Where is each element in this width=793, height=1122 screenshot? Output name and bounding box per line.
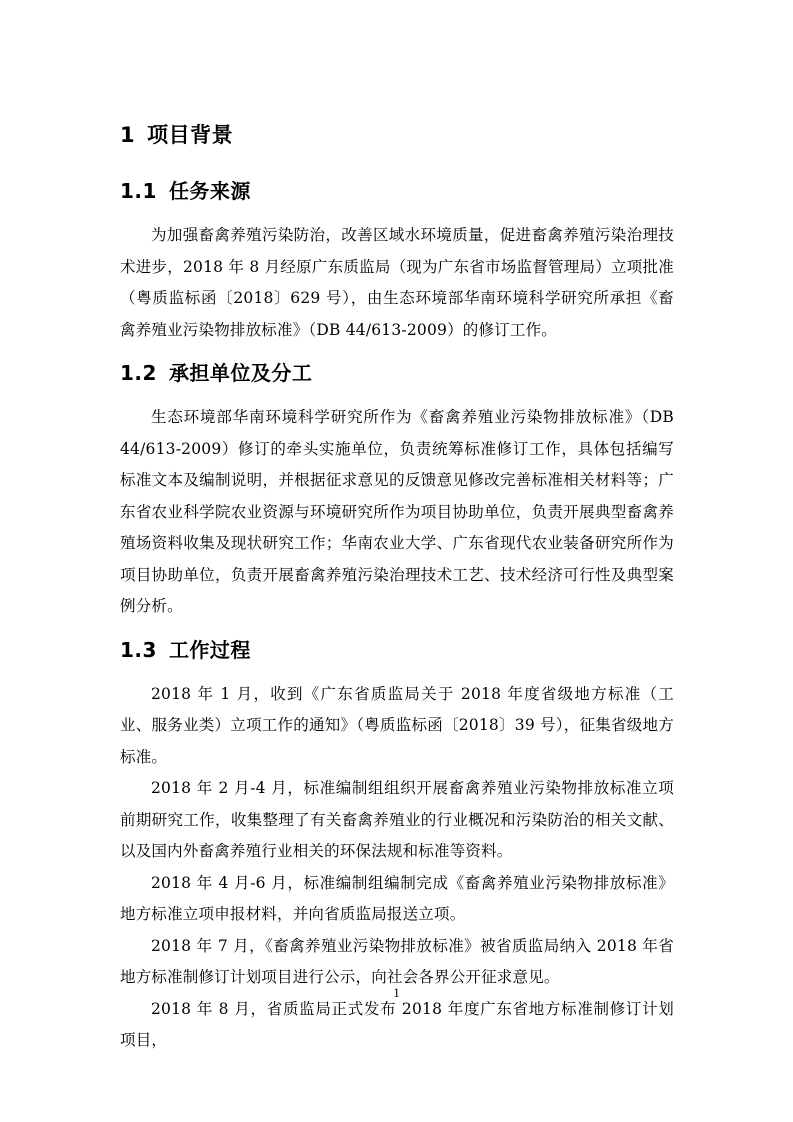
chapter-title: 项目背景 bbox=[147, 123, 234, 147]
chapter-number: 1 bbox=[120, 123, 136, 147]
section-heading bbox=[120, 633, 674, 667]
paragraph: 生态环境部华南环境科学研究所作为《畜禽养殖业污染物排放标准》（DB 44/613-2009）修订的牵头实施单位，负责统筹标准修订工作，具体包括编写标准文本及编制说明，并根据征求意见的反馈意见修改完善标准相关材料等；广东省农业科学院农业资源与环境研究所作为项目协助单位，负责开展典型畜禽养殖场资料收集及现状研究工作；华南农业大学、广东省现代农业装备研究所作为项目协助单位，负责开展畜禽养殖污染治理技术工艺、技术经济可行性及典型案例分析。 bbox=[120, 408, 674, 615]
section-number: 1.2 bbox=[120, 361, 157, 385]
section-heading bbox=[120, 174, 674, 208]
section-units-and-division bbox=[120, 356, 674, 623]
section-title: 工作过程 bbox=[168, 637, 251, 662]
section-heading bbox=[120, 356, 674, 390]
page-content bbox=[120, 118, 674, 1067]
paragraph: 2018 年 7 月，《畜禽养殖业污染物排放标准》被省质监局纳入 2018 年省地方标准制修订计划项目进行公示，向社会各界公开征求意见。 bbox=[120, 936, 674, 986]
section-number: 1.3 bbox=[120, 637, 157, 662]
paragraph: 2018 年 8 月，省质监局正式发布 2018 年度广东省地方标准制修订计划项目， bbox=[120, 999, 674, 1049]
paragraph: 2018 年 4 月-6 月，标准编制组编制完成《畜禽养殖业污染物排放标准》地方标准立项申报材料，并向省质监局报送立项。 bbox=[120, 873, 674, 923]
page-number: 1 bbox=[393, 985, 400, 1000]
section-title: 任务来源 bbox=[168, 179, 251, 203]
paragraph: 2018 年 2 月-4 月，标准编制组组织开展畜禽养殖业污染物排放标准立项前期研究工作，收集整理了有关畜禽养殖业的行业概况和污染防治的相关文献、以及国内外畜禽养殖行业相关的环保法规和标准等资料。 bbox=[120, 779, 674, 860]
paragraph: 为加强畜禽养殖污染防治，改善区域水环境质量，促进畜禽养殖污染治理技术进步，2018 年 8 月经原广东质监局（现为广东省市场监督管理局）立项批准（粤质监标函〔2018〕629 号），由生态环境部华南环境科学研究所承担《畜禽养殖业污染物排放标准》（DB 44/613-2009）的修订工作。 bbox=[120, 226, 674, 339]
section-task-source bbox=[120, 174, 674, 346]
chapter-heading bbox=[120, 118, 674, 152]
section-title: 承担单位及分工 bbox=[168, 361, 313, 385]
section-number: 1.1 bbox=[120, 179, 157, 203]
paragraph: 2018 年 1 月，收到《广东省质监局关于 2018 年度省级地方标准（工业、服务业类）立项工作的通知》（粤质监标函〔2018〕39 号），征集省级地方标准。 bbox=[120, 684, 674, 766]
